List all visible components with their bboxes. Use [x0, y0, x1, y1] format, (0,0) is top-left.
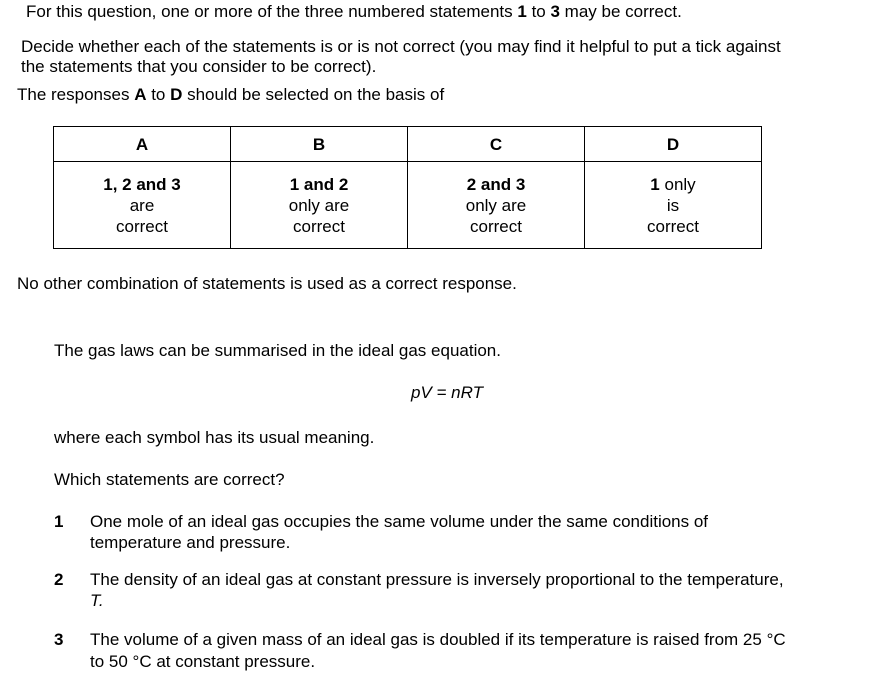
cell-b: 1 and 2 only are correct	[231, 162, 408, 249]
statement-3-line-2: to 50 °C at constant pressure.	[90, 652, 316, 671]
statement-2-number: 2	[54, 570, 64, 589]
instruction-line-2a: Decide whether each of the statements is or is not correct (you may find it helpful to put a tick against	[21, 37, 781, 56]
instruction-line-1: For this question, one or more of the three numbered statements 1 to 3 may be correct.	[26, 2, 682, 21]
instruction-line-2b: the statements that you consider to be correct).	[21, 57, 377, 76]
header-a: A	[54, 127, 231, 162]
statement-1-number: 1	[54, 512, 64, 531]
question-prompt: Which statements are correct?	[54, 470, 285, 489]
table-header-row	[54, 127, 762, 162]
question-stem: The gas laws can be summarised in the ideal gas equation.	[54, 341, 501, 360]
instruction-line-3: The responses A to D should be selected on the basis of	[17, 85, 445, 104]
header-c: C	[408, 127, 585, 162]
statement-1-line-2: temperature and pressure.	[90, 533, 291, 552]
no-other-combination-note: No other combination of statements is used as a correct response.	[17, 274, 517, 293]
cell-c: 2 and 3 only are correct	[408, 162, 585, 249]
header-d: D	[585, 127, 762, 162]
header-b: B	[231, 127, 408, 162]
statement-2-line-2: T.	[90, 591, 104, 610]
statement-3-number: 3	[54, 630, 64, 649]
cell-a: 1, 2 and 3 are correct	[54, 162, 231, 249]
response-key-table	[53, 126, 762, 249]
statement-2-line-1: The density of an ideal gas at constant pressure is inversely proportional to the temperature,	[90, 570, 784, 589]
statement-3-line-1: The volume of a given mass of an ideal gas is doubled if its temperature is raised from 25 °C	[90, 630, 786, 649]
statement-1-line-1: One mole of an ideal gas occupies the same volume under the same conditions of	[90, 512, 709, 531]
table-body-row	[54, 162, 762, 249]
ideal-gas-equation: pV = nRT	[411, 383, 483, 402]
symbol-meaning-note: where each symbol has its usual meaning.	[54, 428, 375, 447]
cell-d: 1 only is correct	[585, 162, 762, 249]
